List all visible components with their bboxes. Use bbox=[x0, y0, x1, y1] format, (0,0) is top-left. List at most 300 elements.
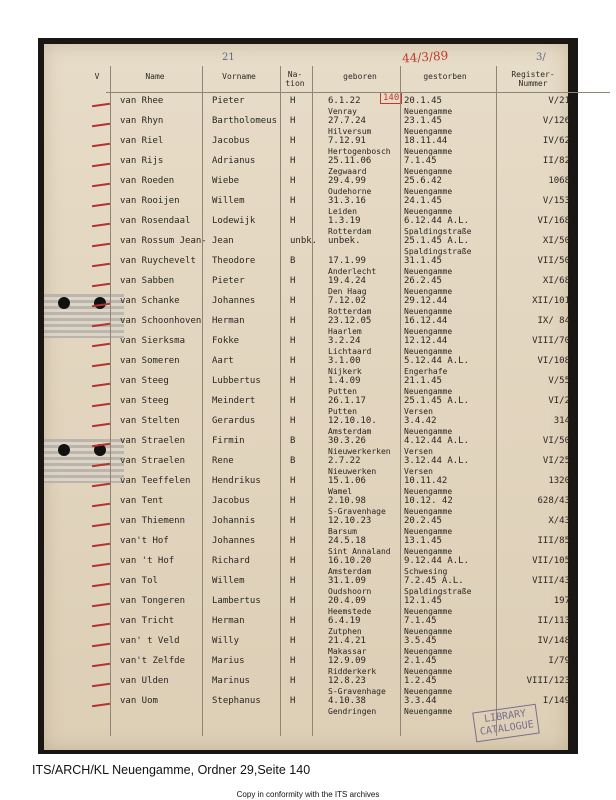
born-date-cell: 12.8.23 bbox=[328, 676, 366, 686]
surname-cell: van't Hof bbox=[120, 536, 169, 546]
list-item bbox=[44, 616, 568, 636]
register-number-cell: IV/62 bbox=[542, 136, 570, 146]
death-date-cell: 7.2.45 A.L. bbox=[404, 576, 464, 586]
death-date-cell: 29.12.44 bbox=[404, 296, 448, 306]
surname-cell: van Roeden bbox=[120, 176, 175, 186]
death-place-cell: Neuengamme bbox=[404, 707, 453, 716]
surname-cell: van Steeg bbox=[120, 396, 169, 406]
list-item bbox=[44, 516, 568, 536]
nation-cell: unbk. bbox=[290, 236, 318, 246]
register-number-cell: 1320 bbox=[548, 476, 570, 486]
nation-cell: H bbox=[290, 596, 296, 606]
list-item bbox=[44, 96, 568, 116]
death-place-cell: Neuengamme bbox=[404, 267, 453, 276]
death-date-cell: 26.2.45 bbox=[404, 276, 442, 286]
surname-cell: van Riel bbox=[120, 136, 164, 146]
firstname-cell: Wiebe bbox=[212, 176, 240, 186]
death-date-cell: 12.12.44 bbox=[404, 336, 448, 346]
death-date-cell: 4.12.44 A.L. bbox=[404, 436, 470, 446]
nation-cell: H bbox=[290, 156, 296, 166]
register-number-cell: VI/50 bbox=[542, 436, 570, 446]
death-date-cell: 9.12.44 A.L. bbox=[404, 556, 470, 566]
firstname-cell: Rene bbox=[212, 456, 234, 466]
red-check-mark bbox=[92, 263, 110, 267]
birth-place-cell: Den Haag bbox=[328, 287, 367, 296]
list-item bbox=[44, 176, 568, 196]
birth-place-cell: Barsum bbox=[328, 527, 357, 536]
nation-cell: H bbox=[290, 376, 296, 386]
firstname-cell: Hendrikus bbox=[212, 476, 261, 486]
surname-cell: van Straelen bbox=[120, 436, 186, 446]
surname-cell: van Tol bbox=[120, 576, 158, 586]
death-place-cell: Neuengamme bbox=[404, 427, 453, 436]
header-nation: Na- tion bbox=[285, 70, 305, 88]
birth-place-cell: S-Gravenhage bbox=[328, 507, 386, 516]
nation-cell: H bbox=[290, 296, 296, 306]
nation-cell: H bbox=[290, 196, 296, 206]
nation-cell: H bbox=[290, 416, 296, 426]
red-check-mark bbox=[92, 403, 110, 407]
list-item bbox=[44, 396, 568, 416]
death-date-cell: 7.1.45 bbox=[404, 616, 437, 626]
pencil-page-number: 3/ bbox=[536, 52, 546, 63]
list-item bbox=[44, 636, 568, 656]
register-number-cell: 628/43 bbox=[537, 496, 570, 506]
firstname-cell: Stephanus bbox=[212, 696, 261, 706]
red-check-mark bbox=[92, 483, 110, 487]
death-place-cell: Neuengamme bbox=[404, 127, 453, 136]
surname-cell: van' t Veld bbox=[120, 636, 180, 646]
register-number-cell: III/85 bbox=[537, 536, 570, 546]
born-date-cell: 19.4.24 bbox=[328, 276, 366, 286]
born-date-cell: 23.12.05 bbox=[328, 316, 372, 326]
header-register: Register- Nummer bbox=[511, 70, 555, 88]
firstname-cell: Jacobus bbox=[212, 496, 250, 506]
nation-cell: H bbox=[290, 616, 296, 626]
red-check-mark bbox=[92, 463, 110, 467]
death-place-cell: Schwesing bbox=[404, 567, 448, 576]
firstname-cell: Bartholomeus bbox=[212, 116, 278, 126]
death-place-cell: Neuengamme bbox=[404, 327, 453, 336]
surname-cell: van Schanke bbox=[120, 296, 180, 306]
born-date-cell: 1.4.09 bbox=[328, 376, 361, 386]
death-place-cell: Neuengamme bbox=[404, 607, 453, 616]
born-date-cell: 27.7.24 bbox=[328, 116, 366, 126]
nation-cell: H bbox=[290, 576, 296, 586]
born-date-cell: 12.9.09 bbox=[328, 656, 366, 666]
surname-cell: van Ruychevelt bbox=[120, 256, 196, 266]
register-number-cell: V/55 bbox=[548, 376, 570, 386]
birth-place-cell: Putten bbox=[328, 387, 357, 396]
nation-cell: H bbox=[290, 696, 296, 706]
born-date-cell: 16.10.20 bbox=[328, 556, 372, 566]
nation-cell: H bbox=[290, 496, 296, 506]
list-item bbox=[44, 256, 568, 276]
archive-caption: ITS/ARCH/KL Neuengamme, Ordner 29,Seite 140 bbox=[32, 763, 311, 777]
surname-cell: van Sierksma bbox=[120, 336, 186, 346]
birth-place-cell: Haarlem bbox=[328, 327, 362, 336]
nation-cell: H bbox=[290, 96, 296, 106]
birth-place-cell: Putten bbox=[328, 407, 357, 416]
death-date-cell: 5.12.44 A.L. bbox=[404, 356, 470, 366]
born-date-cell: 1.3.19 bbox=[328, 216, 361, 226]
death-place-cell: Neuengamme bbox=[404, 687, 453, 696]
nation-cell: H bbox=[290, 676, 296, 686]
death-place-cell: Spaldingstraße bbox=[404, 247, 472, 256]
death-date-cell: 10.11.42 bbox=[404, 476, 448, 486]
death-place-cell: Neuengamme bbox=[404, 347, 453, 356]
red-check-mark bbox=[92, 243, 110, 247]
birth-place-cell: Heemstede bbox=[328, 607, 372, 616]
birth-place-cell: Oudshoorn bbox=[328, 587, 372, 596]
death-place-cell: Neuengamme bbox=[404, 107, 453, 116]
death-place-cell: Neuengamme bbox=[404, 287, 453, 296]
death-date-cell: 20.2.45 bbox=[404, 516, 442, 526]
register-number-cell: VI/2 bbox=[548, 396, 570, 406]
death-place-cell: Neuengamme bbox=[404, 387, 453, 396]
register-number-cell: VI/25 bbox=[542, 456, 570, 466]
list-item bbox=[44, 216, 568, 236]
surname-cell: van Tricht bbox=[120, 616, 175, 626]
born-date-cell: 26.1.17 bbox=[328, 396, 366, 406]
red-box-number: 140 bbox=[380, 92, 402, 104]
list-item bbox=[44, 436, 568, 456]
nation-cell: H bbox=[290, 336, 296, 346]
register-number-cell: VII/105 bbox=[532, 556, 570, 566]
death-date-cell: 16.12.44 bbox=[404, 316, 448, 326]
red-check-mark bbox=[92, 283, 110, 287]
death-place-cell: Neuengamme bbox=[404, 547, 453, 556]
death-date-cell: 25.6.42 bbox=[404, 176, 442, 186]
born-date-cell: 17.1.99 bbox=[328, 256, 366, 266]
register-number-cell: IV/148 bbox=[537, 636, 570, 646]
red-check-mark bbox=[92, 443, 110, 447]
red-check-mark bbox=[92, 663, 110, 667]
firstname-cell: Lubbertus bbox=[212, 376, 261, 386]
list-item bbox=[44, 316, 568, 336]
death-date-cell: 25.1.45 A.L. bbox=[404, 236, 470, 246]
death-date-cell: 13.1.45 bbox=[404, 536, 442, 546]
birth-place-cell: Nieuwerken bbox=[328, 467, 377, 476]
death-date-cell: 20.1.45 bbox=[404, 96, 442, 106]
death-date-cell: 25.1.45 A.L. bbox=[404, 396, 470, 406]
red-check-mark bbox=[92, 543, 110, 547]
register-number-cell: VIII/123 bbox=[526, 676, 570, 686]
nation-cell: H bbox=[290, 276, 296, 286]
red-check-mark bbox=[92, 303, 110, 307]
surname-cell: van Tongeren bbox=[120, 596, 186, 606]
death-place-cell: Neuengamme bbox=[404, 307, 453, 316]
death-date-cell: 21.1.45 bbox=[404, 376, 442, 386]
red-check-mark bbox=[92, 323, 110, 327]
red-check-mark bbox=[92, 503, 110, 507]
born-date-cell: 2.7.22 bbox=[328, 456, 361, 466]
nation-cell: H bbox=[290, 636, 296, 646]
nation-cell: H bbox=[290, 116, 296, 126]
header-v: V bbox=[94, 72, 100, 81]
register-number-cell: 197 bbox=[553, 596, 570, 606]
death-date-cell: 1.2.45 bbox=[404, 676, 437, 686]
register-number-cell: V/21 bbox=[548, 96, 570, 106]
red-check-mark bbox=[92, 143, 110, 147]
nation-cell: H bbox=[290, 216, 296, 226]
born-date-cell: 15.1.06 bbox=[328, 476, 366, 486]
death-place-cell: Spaldingstraße bbox=[404, 587, 472, 596]
death-place-cell: Spaldingstraße bbox=[404, 227, 472, 236]
firstname-cell: Lambertus bbox=[212, 596, 261, 606]
list-item bbox=[44, 596, 568, 616]
firstname-cell: Marinus bbox=[212, 676, 250, 686]
list-item bbox=[44, 456, 568, 476]
surname-cell: van Teeffelen bbox=[120, 476, 191, 486]
born-date-cell: 31.3.16 bbox=[328, 196, 366, 206]
death-place-cell: Engerhafe bbox=[404, 367, 448, 376]
red-check-mark bbox=[92, 703, 110, 707]
death-place-cell: Neuengamme bbox=[404, 207, 453, 216]
firstname-cell: Adrianus bbox=[212, 156, 256, 166]
firstname-cell: Herman bbox=[212, 316, 245, 326]
death-place-cell: Neuengamme bbox=[404, 627, 453, 636]
death-date-cell: 12.1.45 bbox=[404, 596, 442, 606]
born-date-cell: 21.4.21 bbox=[328, 636, 366, 646]
register-number-cell: I/149 bbox=[542, 696, 570, 706]
born-date-cell: 6.4.19 bbox=[328, 616, 361, 626]
death-place-cell: Neuengamme bbox=[404, 167, 453, 176]
list-item bbox=[44, 536, 568, 556]
born-date-cell: 7.12.02 bbox=[328, 296, 366, 306]
register-number-cell: X/43 bbox=[548, 516, 570, 526]
register-number-cell: II/113 bbox=[537, 616, 570, 626]
nation-cell: B bbox=[290, 436, 296, 446]
nation-cell: H bbox=[290, 316, 296, 326]
red-check-mark bbox=[92, 643, 110, 647]
death-date-cell: 3.4.42 bbox=[404, 416, 437, 426]
register-number-cell: VI/108 bbox=[537, 356, 570, 366]
firstname-cell: Johannis bbox=[212, 516, 256, 526]
list-item bbox=[44, 236, 568, 256]
surname-cell: van Steeg bbox=[120, 376, 169, 386]
surname-cell: van Stelten bbox=[120, 416, 180, 426]
nation-cell: H bbox=[290, 516, 296, 526]
birth-place-cell: Zegwaard bbox=[328, 167, 367, 176]
surname-cell: van Rijs bbox=[120, 156, 164, 166]
birth-place-cell: Ridderkerk bbox=[328, 667, 377, 676]
red-check-mark bbox=[92, 103, 110, 107]
death-place-cell: Neuengamme bbox=[404, 487, 453, 496]
firstname-cell: Marius bbox=[212, 656, 245, 666]
birth-place-cell: Nieuwerkerken bbox=[328, 447, 391, 456]
surname-cell: van Someren bbox=[120, 356, 180, 366]
birth-place-cell: Wamel bbox=[328, 487, 353, 496]
register-number-cell: VII/50 bbox=[537, 256, 570, 266]
death-place-cell: Versen bbox=[404, 407, 433, 416]
register-number-cell: VIII/70 bbox=[532, 336, 570, 346]
surname-cell: van Rossum Jean- bbox=[120, 236, 207, 246]
nation-cell: H bbox=[290, 136, 296, 146]
red-check-mark bbox=[92, 223, 110, 227]
register-number-cell: 1068 bbox=[548, 176, 570, 186]
surname-cell: van Rosendaal bbox=[120, 216, 191, 226]
born-date-cell: 12.10.10. bbox=[328, 416, 377, 426]
birth-place-cell: Amsterdam bbox=[328, 567, 372, 576]
red-check-mark bbox=[92, 123, 110, 127]
red-check-mark bbox=[92, 383, 110, 387]
register-number-cell: XI/68 bbox=[542, 276, 570, 286]
list-item bbox=[44, 496, 568, 516]
register-number-cell: V/126 bbox=[542, 116, 570, 126]
death-date-cell: 3.12.44 A.L. bbox=[404, 456, 470, 466]
firstname-cell: Johannes bbox=[212, 536, 256, 546]
red-check-mark bbox=[92, 623, 110, 627]
death-date-cell: 31.1.45 bbox=[404, 256, 442, 266]
born-date-cell: 24.5.18 bbox=[328, 536, 366, 546]
born-date-cell: 12.10.23 bbox=[328, 516, 372, 526]
born-date-cell: 29.4.99 bbox=[328, 176, 366, 186]
death-date-cell: 3.5.45 bbox=[404, 636, 437, 646]
firstname-cell: Johannes bbox=[212, 296, 256, 306]
birth-place-cell: Rotterdam bbox=[328, 227, 372, 236]
firstname-cell: Jean bbox=[212, 236, 234, 246]
register-number-cell: VI/168 bbox=[537, 216, 570, 226]
birth-place-cell: Hilversum bbox=[328, 127, 372, 136]
list-item bbox=[44, 376, 568, 396]
header-vorname: Vorname bbox=[222, 72, 256, 81]
death-date-cell: 18.11.44 bbox=[404, 136, 448, 146]
list-item bbox=[44, 296, 568, 316]
document-page bbox=[44, 44, 568, 750]
birth-place-cell: Sint Annaland bbox=[328, 547, 391, 556]
register-number-cell: IX/ 84 bbox=[537, 316, 570, 326]
list-item bbox=[44, 556, 568, 576]
list-item bbox=[44, 416, 568, 436]
red-check-mark bbox=[92, 203, 110, 207]
register-number-cell: I/79 bbox=[548, 656, 570, 666]
nation-cell: H bbox=[290, 176, 296, 186]
red-check-mark bbox=[92, 183, 110, 187]
register-number-cell: XI/50 bbox=[542, 236, 570, 246]
firstname-cell: Willem bbox=[212, 196, 245, 206]
death-date-cell: 7.1.45 bbox=[404, 156, 437, 166]
stamp-text: LIBRARY CATALOGUE bbox=[479, 708, 535, 738]
death-place-cell: Neuengamme bbox=[404, 527, 453, 536]
firstname-cell: Fokke bbox=[212, 336, 240, 346]
birth-place-cell: Leiden bbox=[328, 207, 357, 216]
list-item bbox=[44, 336, 568, 356]
register-number-cell: XII/101 bbox=[532, 296, 570, 306]
birth-place-cell: Zutphen bbox=[328, 627, 362, 636]
red-check-mark bbox=[92, 343, 110, 347]
surname-cell: van Tent bbox=[120, 496, 164, 506]
nation-cell: H bbox=[290, 556, 296, 566]
death-date-cell: 3.3.44 bbox=[404, 696, 437, 706]
firstname-cell: Pieter bbox=[212, 276, 245, 286]
surname-cell: van Rooijen bbox=[120, 196, 180, 206]
firstname-cell: Aart bbox=[212, 356, 234, 366]
birth-place-cell: Makassar bbox=[328, 647, 367, 656]
list-item bbox=[44, 116, 568, 136]
surname-cell: van Ulden bbox=[120, 676, 169, 686]
firstname-cell: Lodewijk bbox=[212, 216, 256, 226]
nation-cell: H bbox=[290, 536, 296, 546]
surname-cell: van 't Hof bbox=[120, 556, 175, 566]
death-place-cell: Neuengamme bbox=[404, 667, 453, 676]
birth-place-cell: Lichtaard bbox=[328, 347, 372, 356]
list-item bbox=[44, 156, 568, 176]
nation-cell: H bbox=[290, 656, 296, 666]
nation-cell: H bbox=[290, 396, 296, 406]
death-date-cell: 2.1.45 bbox=[404, 656, 437, 666]
death-place-cell: Neuengamme bbox=[404, 187, 453, 196]
birth-place-cell: Rotterdam bbox=[328, 307, 372, 316]
firstname-cell: Theodore bbox=[212, 256, 256, 266]
born-date-cell: 30.3.26 bbox=[328, 436, 366, 446]
birth-place-cell: Anderlecht bbox=[328, 267, 377, 276]
born-date-cell: 25.11.06 bbox=[328, 156, 372, 166]
red-check-mark bbox=[92, 523, 110, 527]
firstname-cell: Meindert bbox=[212, 396, 256, 406]
firstname-cell: Gerardus bbox=[212, 416, 256, 426]
nation-cell: B bbox=[290, 256, 296, 266]
pencil-note: 21 bbox=[222, 52, 235, 63]
list-item bbox=[44, 276, 568, 296]
nation-cell: B bbox=[290, 456, 296, 466]
surname-cell: van't Zelfde bbox=[120, 656, 186, 666]
death-place-cell: Neuengamme bbox=[404, 647, 453, 656]
firstname-cell: Willy bbox=[212, 636, 240, 646]
surname-cell: van Sabben bbox=[120, 276, 175, 286]
header-geboren: geboren bbox=[343, 72, 377, 81]
death-date-cell: 24.1.45 bbox=[404, 196, 442, 206]
firstname-cell: Jacobus bbox=[212, 136, 250, 146]
register-number-cell: II/82 bbox=[542, 156, 570, 166]
list-item bbox=[44, 656, 568, 676]
red-check-mark bbox=[92, 363, 110, 367]
register-number-cell: VIII/43 bbox=[532, 576, 570, 586]
birth-place-cell: Gendringen bbox=[328, 707, 377, 716]
death-place-cell: Versen bbox=[404, 447, 433, 456]
firstname-cell: Richard bbox=[212, 556, 250, 566]
born-date-cell: 3.1.00 bbox=[328, 356, 361, 366]
born-date-cell: 3.2.24 bbox=[328, 336, 361, 346]
red-check-mark bbox=[92, 583, 110, 587]
surname-cell: van Straelen bbox=[120, 456, 186, 466]
list-item bbox=[44, 676, 568, 696]
birth-place-cell: Amsterdam bbox=[328, 427, 372, 436]
red-handwritten-number: 44/3/89 bbox=[401, 48, 449, 66]
rule-line bbox=[106, 92, 610, 93]
list-item bbox=[44, 356, 568, 376]
death-place-cell: Neuengamme bbox=[404, 507, 453, 516]
red-check-mark bbox=[92, 423, 110, 427]
death-place-cell: Versen bbox=[404, 467, 433, 476]
footer-note: Copy in conformity with the ITS archives bbox=[236, 790, 380, 799]
list-item bbox=[44, 576, 568, 596]
born-date-cell: 31.1.09 bbox=[328, 576, 366, 586]
register-number-cell: V/153 bbox=[542, 196, 570, 206]
death-date-cell: 10.12. 42 bbox=[404, 496, 453, 506]
surname-cell: van Schoonhoven bbox=[120, 316, 202, 326]
born-date-cell: 6.1.22 bbox=[328, 96, 361, 106]
surname-cell: van Rhyn bbox=[120, 116, 164, 126]
firstname-cell: Willem bbox=[212, 576, 245, 586]
nation-cell: H bbox=[290, 476, 296, 486]
born-date-cell: 7.12.91 bbox=[328, 136, 366, 146]
birth-place-cell: Hertogenbosch bbox=[328, 147, 391, 156]
firstname-cell: Firmin bbox=[212, 436, 245, 446]
death-place-cell: Neuengamme bbox=[404, 147, 453, 156]
header-gestorben: gestorben bbox=[423, 72, 467, 81]
surname-cell: van Uom bbox=[120, 696, 158, 706]
